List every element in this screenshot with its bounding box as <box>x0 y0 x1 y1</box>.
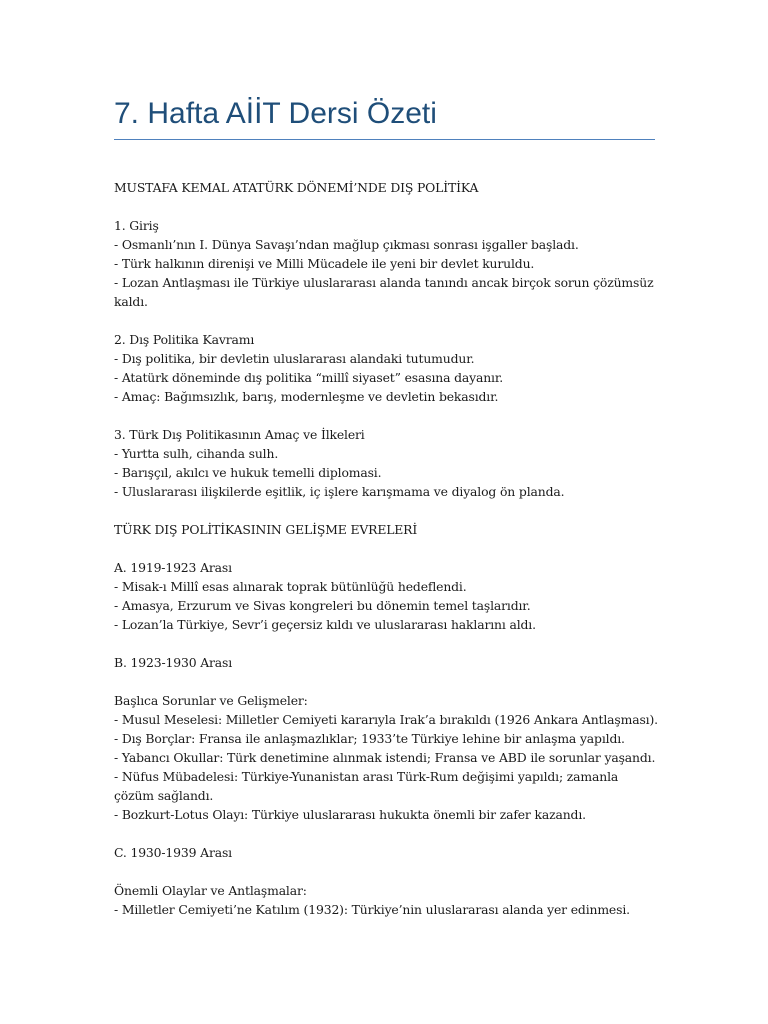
main-heading: MUSTAFA KEMAL ATATÜRK DÖNEMİ’NDE DIŞ POLİTİKA <box>114 180 479 195</box>
bullet-line: - Yurtta sulh, cihanda sulh. <box>114 446 279 461</box>
section-heading: 1. Giriş <box>114 218 159 233</box>
section-heading: 2. Dış Politika Kavramı <box>114 332 255 347</box>
bullet-line: - Milletler Cemiyeti’ne Katılım (1932): Türkiye’nin uluslararası alanda yer edinmesi. <box>114 902 630 917</box>
period-subheading: Önemli Olaylar ve Antlaşmalar: <box>114 883 307 898</box>
section-amac-ilkeler <box>114 425 659 501</box>
bullet-line: - Lozan Antlaşması ile Türkiye uluslararası alanda tanındı ancak birçok sorun çözümsüz kaldı. <box>114 275 654 309</box>
period-heading: B. 1923-1930 Arası <box>114 655 233 670</box>
bullet-line: - Yabancı Okullar: Türk denetimine alınmak istendi; Fransa ve ABD ile sorunlar yaşandı. <box>114 750 656 765</box>
evolution-heading: TÜRK DIŞ POLİTİKASININ GELİŞME EVRELERİ <box>114 522 418 537</box>
bullet-line: - Bozkurt-Lotus Olayı: Türkiye uluslararası hukukta önemli bir zafer kazandı. <box>114 807 586 822</box>
bullet-line: - Atatürk döneminde dış politika “millî siyaset” esasına dayanır. <box>114 370 504 385</box>
bullet-line: - Türk halkının direnişi ve Milli Mücadele ile yeni bir devlet kuruldu. <box>114 256 535 271</box>
document-body <box>114 178 659 919</box>
bullet-line: - Lozan’la Türkiye, Sevr’i geçersiz kıldı ve uluslararası haklarını aldı. <box>114 617 536 632</box>
bullet-line: - Dış politika, bir devletin uluslararası alandaki tutumudur. <box>114 351 475 366</box>
bullet-line: - Amaç: Bağımsızlık, barış, modernleşme ve devletin bekasıdır. <box>114 389 499 404</box>
bullet-line: - Osmanlı’nın I. Dünya Savaşı’ndan mağlup çıkması sonrası işgaller başladı. <box>114 237 579 252</box>
period-b <box>114 653 659 824</box>
bullet-line: - Misak-ı Millî esas alınarak toprak bütünlüğü hedeflendi. <box>114 579 467 594</box>
document-title: 7. Hafta AİİT Dersi Özeti <box>114 97 437 130</box>
period-heading: C. 1930-1939 Arası <box>114 845 232 860</box>
period-c <box>114 843 659 919</box>
period-subheading: Başlıca Sorunlar ve Gelişmeler: <box>114 693 308 708</box>
bullet-line: - Nüfus Mübadelesi: Türkiye-Yunanistan arası Türk-Rum değişimi yapıldı; zamanla çözüm sağlandı. <box>114 769 619 803</box>
section-heading: 3. Türk Dış Politikasının Amaç ve İlkeleri <box>114 427 365 442</box>
bullet-line: - Dış Borçlar: Fransa ile anlaşmazlıklar; 1933’te Türkiye lehine bir anlaşma yapıldı. <box>114 731 625 746</box>
bullet-line: - Barışçıl, akılcı ve hukuk temelli diplomasi. <box>114 465 382 480</box>
section-giris <box>114 216 659 311</box>
bullet-line: - Musul Meselesi: Milletler Cemiyeti kararıyla Irak’a bırakıldı (1926 Ankara Antlaşması). <box>114 712 658 727</box>
period-a <box>114 558 659 634</box>
section-dis-politika-kavrami <box>114 330 659 406</box>
bullet-line: - Uluslararası ilişkilerde eşitlik, iç işlere karışmama ve diyalog ön planda. <box>114 484 565 499</box>
title-underline <box>114 139 655 140</box>
period-heading: A. 1919-1923 Arası <box>114 560 232 575</box>
bullet-line: - Amasya, Erzurum ve Sivas kongreleri bu dönemin temel taşlarıdır. <box>114 598 531 613</box>
